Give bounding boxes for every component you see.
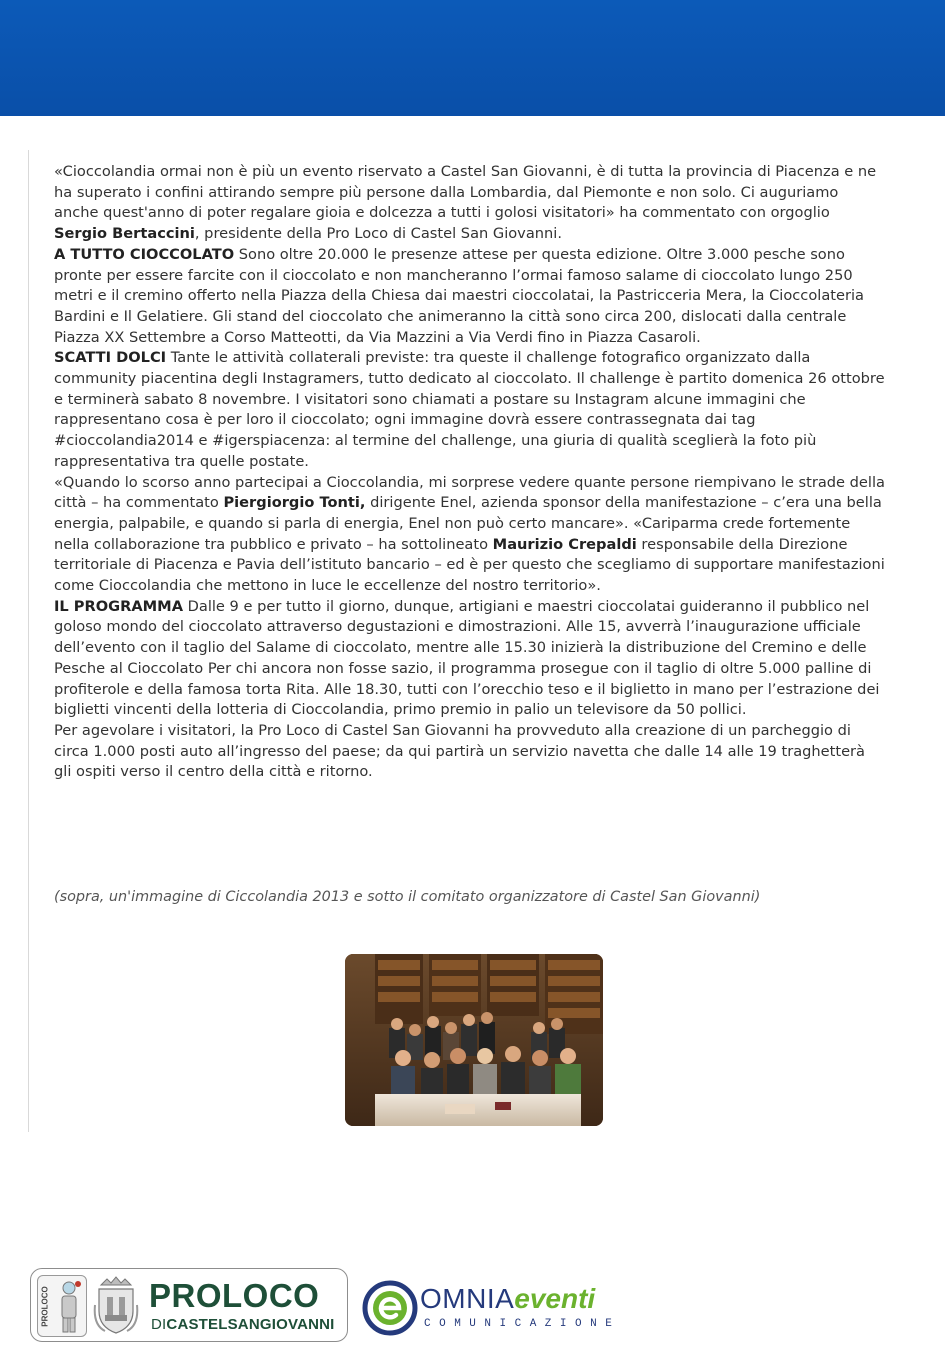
- article-body: [54, 162, 886, 783]
- header-banner: [0, 0, 945, 116]
- proloco-wordmark: PROLOCO: [149, 1277, 320, 1314]
- paragraph-text: Dalle 9 e per tutto il giorno, dunque, artigiani e maestri cioccolatai guideranno il pubblico nel goloso mondo del cioccolato attraverso degustazioni e dimostrazioni. Alle 15, avverrà l’inaugurazione ufficiale dell’evento con il taglio del Salame di cioccolato, mentre alle 15.30 inizierà la distribuzione del Cremino e delle Pesche al Cioccolato Per chi ancora non fosse sazio, il programma prosegue con il taglio di oltre 5.000 palline di profiterole e della famosa torta Rita. Alle 18.30, tutti con l’orecchio teso e il biglietto in mano per l’estrazione dei biglietti vincenti della lotteria di Cioccolandia, primo premio in palio un televisore da 50 pollici.: [54, 597, 880, 719]
- group-photo-illustration: [345, 954, 603, 1126]
- proloco-sub-di: DI: [151, 1316, 167, 1333]
- paragraph-text: dirigente Enel, azienda sponsor della manifestazione – c’era una bella energia, palpabile, e quando si parla di energia, Enel non può certo mancare». «Cariparma crede fortemente nella collaborazione tra pubblico e privato – ha sottolineato: [54, 494, 882, 553]
- proloco-sub-city: CASTELSANGIOVANNI: [166, 1316, 335, 1333]
- paragraph-text: , presidente della Pro Loco di Castel San Giovanni.: [194, 225, 562, 243]
- article-paragraph: [54, 348, 886, 472]
- omnia-tagline: COMUNICAZIONE: [424, 1318, 621, 1330]
- article-paragraph: [54, 597, 886, 721]
- paragraph-text: Tante le attività collaterali previste: tra queste il challenge fotografico organizzato dalla community piacentina degli Instagramers, tutto dedicato al cioccolato. Il challenge è partito domenica 26 ottobre e terminerà sabato 8 novembre. I visitatori sono chiamati a postare su Instagram alcune immagini che rappresentano cosa è per loro il cioccolato; ogni immagine dovrà essere contrassegnata dai tag #cioccolandia2014 e #igerspiacenza: al termine del challenge, una giuria di qualità sceglierà la foto più rappresentativa tra quelle postate.: [54, 349, 885, 470]
- paragraph-text: «Quando lo scorso anno partecipai a Cioccolandia, mi sorprese vedere quante persone riempivano le strade della città – ha commentato: [54, 473, 885, 512]
- paragraph-text: Sono oltre 20.000 le presenze attese per questa edizione. Oltre 3.000 pesche sono pronte per essere farcite con il cioccolato e non mancheranno l’ormai famoso salame di cioccolato lungo 250 metri e il cremino offerto nella Piazza della Chiesa dai maestri cioccolatai, la Pastricceria Mera, la Cioccolateria Bardini e Il Gelatiere. Gli stand del cioccolato che animeranno la città sono circa 200, dislocati dalla centrale Piazza XX Settembre a Corso Matteotti, da Via Mazzini a Via Verdi fino in Piazza Casaroli.: [54, 245, 864, 346]
- group-photo: [345, 954, 603, 1126]
- article-paragraph: [54, 162, 886, 245]
- article-paragraph: Per agevolare i visitatori, la Pro Loco di Castel San Giovanni ha provveduto alla creazione di un parcheggio di circa 1.000 posti auto all’ingresso del paese; da qui partirà un servizio navetta che dalle 14 alle 19 traghetterà gli ospiti verso il centro della città e ritorno.: [54, 721, 866, 781]
- omnia-word: OMNIA: [420, 1283, 515, 1314]
- eventi-word: eventi: [514, 1283, 596, 1314]
- proloco-subtitle: [151, 1317, 335, 1333]
- photo-caption: (sopra, un'immagine di Ciccolandia 2013 e sotto il comitato organizzatore di Castel San Giovanni): [54, 889, 761, 905]
- paragraph-text: «Cioccolandia ormai non è più un evento riservato a Castel San Giovanni, è di tutta la provincia di Piacenza e ne ha superato i confini attirando sempre più persone dalla Lombardia, dal Piemonte e non solo. Ci auguriamo anche quest'anno di poter regalare gioia e dolcezza a tutti i golosi visitatori» ha commentato con orgoglio: [54, 163, 877, 222]
- person-name: Maurizio Crepaldi: [492, 535, 637, 553]
- section-heading: SCATTI DOLCI: [54, 349, 167, 367]
- omnia-e-icon: [362, 1280, 418, 1336]
- proloco-badge: [37, 1275, 87, 1337]
- person-name: Piergiorgio Tonti,: [223, 494, 366, 512]
- omnia-wordmark: [420, 1284, 595, 1314]
- badge-text: PROLOCO: [40, 1285, 50, 1327]
- town-crest-icon: [93, 1275, 139, 1335]
- omnia-eventi-logo: [362, 1278, 621, 1338]
- paragraph-text: responsabile della Direzione territoriale di Piacenza e Pavia dell’istituto bancario – ed è per questo che scegliamo di supportare manifestazioni come Cioccolandia che mettono in luce le eccellenze del nostro territorio».: [54, 535, 885, 595]
- section-heading: A TUTTO CIOCCOLATO: [54, 245, 235, 263]
- proloco-logo: [30, 1268, 348, 1342]
- left-divider: [28, 150, 29, 1132]
- person-name: Sergio Bertaccini: [54, 225, 195, 243]
- section-heading: IL PROGRAMMA: [54, 597, 183, 615]
- article-paragraph: [54, 473, 886, 597]
- proloco-figure-icon: [38, 1276, 86, 1336]
- article-paragraph: [54, 245, 886, 349]
